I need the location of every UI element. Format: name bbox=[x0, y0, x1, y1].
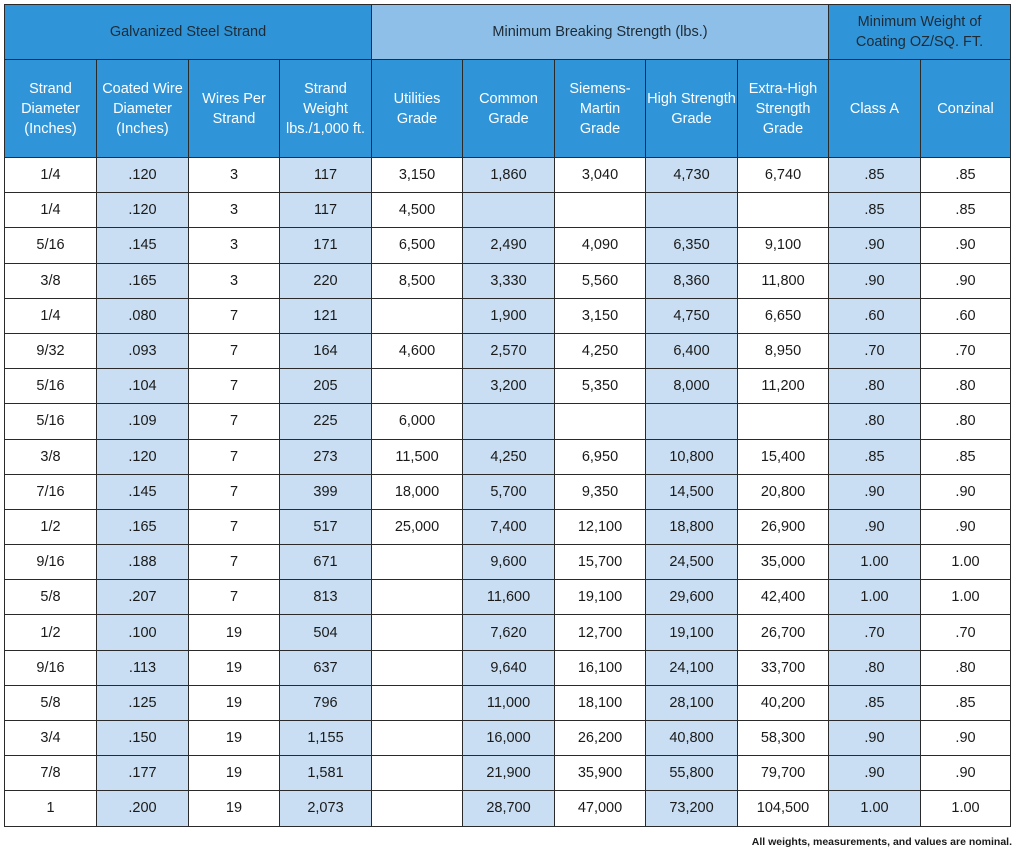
cell-strand-diameter: 3/8 bbox=[5, 263, 97, 298]
cell-siemens-martin-grade: 4,090 bbox=[555, 228, 646, 263]
table-row bbox=[5, 158, 1011, 193]
cell-strand-diameter: 1/2 bbox=[5, 509, 97, 544]
cell-high-strength-grade: 18,800 bbox=[646, 509, 738, 544]
cell-wires-per-strand: 3 bbox=[189, 263, 280, 298]
cell-common-grade: 2,570 bbox=[463, 333, 555, 368]
cell-coated-wire-diameter: .104 bbox=[97, 369, 189, 404]
cell-wires-per-strand: 7 bbox=[189, 545, 280, 580]
cell-class-a: 1.00 bbox=[829, 580, 921, 615]
cell-class-a: .85 bbox=[829, 685, 921, 720]
cell-extra-high-strength-grade: 6,650 bbox=[738, 298, 829, 333]
cell-strand-diameter: 5/8 bbox=[5, 580, 97, 615]
cell-high-strength-grade: 4,750 bbox=[646, 298, 738, 333]
cell-class-a: 1.00 bbox=[829, 545, 921, 580]
cell-siemens-martin-grade: 5,560 bbox=[555, 263, 646, 298]
cell-class-a: .80 bbox=[829, 369, 921, 404]
cell-high-strength-grade bbox=[646, 404, 738, 439]
cell-high-strength-grade: 4,730 bbox=[646, 158, 738, 193]
cell-strand-diameter: 1/2 bbox=[5, 615, 97, 650]
column-header-strand-weight bbox=[280, 60, 372, 158]
cell-conzinal: 1.00 bbox=[921, 791, 1011, 826]
cell-common-grade: 7,400 bbox=[463, 509, 555, 544]
cell-wires-per-strand: 19 bbox=[189, 791, 280, 826]
table-row bbox=[5, 650, 1011, 685]
cell-coated-wire-diameter: .120 bbox=[97, 158, 189, 193]
column-header-extra-high-strength-grade bbox=[738, 60, 829, 158]
cell-conzinal: .90 bbox=[921, 721, 1011, 756]
cell-strand-weight: 205 bbox=[280, 369, 372, 404]
cell-class-a: .90 bbox=[829, 721, 921, 756]
cell-coated-wire-diameter: .207 bbox=[97, 580, 189, 615]
cell-siemens-martin-grade: 47,000 bbox=[555, 791, 646, 826]
cell-strand-weight: 1,581 bbox=[280, 756, 372, 791]
cell-strand-diameter: 9/16 bbox=[5, 650, 97, 685]
cell-conzinal: .90 bbox=[921, 228, 1011, 263]
table-row bbox=[5, 263, 1011, 298]
column-header-class-a bbox=[829, 60, 921, 158]
cell-utilities-grade: 4,500 bbox=[372, 193, 463, 228]
column-header-label: Coated Wire Diameter (Inches) bbox=[102, 80, 183, 137]
cell-conzinal: .90 bbox=[921, 509, 1011, 544]
cell-high-strength-grade: 24,500 bbox=[646, 545, 738, 580]
cell-strand-weight: 273 bbox=[280, 439, 372, 474]
cell-utilities-grade: 25,000 bbox=[372, 509, 463, 544]
cell-coated-wire-diameter: .113 bbox=[97, 650, 189, 685]
cell-strand-weight: 117 bbox=[280, 158, 372, 193]
cell-high-strength-grade: 6,350 bbox=[646, 228, 738, 263]
cell-extra-high-strength-grade: 26,700 bbox=[738, 615, 829, 650]
cell-siemens-martin-grade bbox=[555, 404, 646, 439]
cell-coated-wire-diameter: .165 bbox=[97, 263, 189, 298]
cell-strand-diameter: 3/4 bbox=[5, 721, 97, 756]
cell-strand-diameter: 5/16 bbox=[5, 404, 97, 439]
cell-conzinal: 1.00 bbox=[921, 580, 1011, 615]
cell-siemens-martin-grade: 15,700 bbox=[555, 545, 646, 580]
cell-common-grade: 3,200 bbox=[463, 369, 555, 404]
cell-extra-high-strength-grade: 33,700 bbox=[738, 650, 829, 685]
cell-siemens-martin-grade: 26,200 bbox=[555, 721, 646, 756]
cell-common-grade: 28,700 bbox=[463, 791, 555, 826]
cell-extra-high-strength-grade: 58,300 bbox=[738, 721, 829, 756]
table-row bbox=[5, 545, 1011, 580]
cell-class-a: .80 bbox=[829, 650, 921, 685]
table-row bbox=[5, 756, 1011, 791]
cell-extra-high-strength-grade: 6,740 bbox=[738, 158, 829, 193]
cell-extra-high-strength-grade: 42,400 bbox=[738, 580, 829, 615]
cell-strand-diameter: 9/16 bbox=[5, 545, 97, 580]
cell-conzinal: .85 bbox=[921, 685, 1011, 720]
cell-common-grade: 21,900 bbox=[463, 756, 555, 791]
table-row bbox=[5, 404, 1011, 439]
cell-siemens-martin-grade: 12,700 bbox=[555, 615, 646, 650]
cell-wires-per-strand: 7 bbox=[189, 509, 280, 544]
cell-utilities-grade bbox=[372, 685, 463, 720]
cell-utilities-grade: 6,000 bbox=[372, 404, 463, 439]
cell-extra-high-strength-grade: 26,900 bbox=[738, 509, 829, 544]
column-header-label: Strand Diameter (Inches) bbox=[21, 80, 80, 137]
table-row bbox=[5, 228, 1011, 263]
group-header-minimum-breaking-strength: Minimum Breaking Strength (lbs.) bbox=[372, 5, 829, 60]
cell-common-grade bbox=[463, 193, 555, 228]
cell-high-strength-grade: 24,100 bbox=[646, 650, 738, 685]
cell-siemens-martin-grade: 3,040 bbox=[555, 158, 646, 193]
cell-wires-per-strand: 19 bbox=[189, 615, 280, 650]
group-header-minimum-coating-weight bbox=[829, 5, 1011, 60]
cell-class-a: .90 bbox=[829, 756, 921, 791]
cell-wires-per-strand: 7 bbox=[189, 369, 280, 404]
table-row bbox=[5, 580, 1011, 615]
cell-strand-weight: 2,073 bbox=[280, 791, 372, 826]
cell-common-grade: 5,700 bbox=[463, 474, 555, 509]
footnote: All weights, measurements, and values are nominal. bbox=[751, 836, 1012, 848]
cell-siemens-martin-grade: 4,250 bbox=[555, 333, 646, 368]
table-body bbox=[5, 158, 1011, 827]
cell-coated-wire-diameter: .188 bbox=[97, 545, 189, 580]
table-row bbox=[5, 333, 1011, 368]
cell-high-strength-grade: 8,000 bbox=[646, 369, 738, 404]
cell-high-strength-grade: 29,600 bbox=[646, 580, 738, 615]
cell-conzinal: .60 bbox=[921, 298, 1011, 333]
cell-class-a: .90 bbox=[829, 228, 921, 263]
column-header-strand-diameter bbox=[5, 60, 97, 158]
cell-siemens-martin-grade: 9,350 bbox=[555, 474, 646, 509]
cell-wires-per-strand: 7 bbox=[189, 474, 280, 509]
cell-class-a: .70 bbox=[829, 333, 921, 368]
cell-strand-diameter: 1/4 bbox=[5, 193, 97, 228]
column-header-coated-wire-diameter bbox=[97, 60, 189, 158]
cell-strand-weight: 504 bbox=[280, 615, 372, 650]
cell-class-a: .90 bbox=[829, 474, 921, 509]
column-header-utilities-grade bbox=[372, 60, 463, 158]
cell-coated-wire-diameter: .177 bbox=[97, 756, 189, 791]
cell-strand-diameter: 1/4 bbox=[5, 298, 97, 333]
cell-wires-per-strand: 19 bbox=[189, 650, 280, 685]
cell-strand-weight: 1,155 bbox=[280, 721, 372, 756]
cell-extra-high-strength-grade: 11,200 bbox=[738, 369, 829, 404]
cell-extra-high-strength-grade bbox=[738, 404, 829, 439]
cell-wires-per-strand: 19 bbox=[189, 721, 280, 756]
cell-class-a: .60 bbox=[829, 298, 921, 333]
cell-utilities-grade bbox=[372, 545, 463, 580]
strand-spec-table bbox=[4, 4, 1011, 827]
cell-wires-per-strand: 7 bbox=[189, 580, 280, 615]
cell-extra-high-strength-grade: 104,500 bbox=[738, 791, 829, 826]
cell-strand-weight: 671 bbox=[280, 545, 372, 580]
cell-strand-diameter: 9/32 bbox=[5, 333, 97, 368]
cell-class-a: .90 bbox=[829, 263, 921, 298]
cell-conzinal: .70 bbox=[921, 333, 1011, 368]
cell-wires-per-strand: 7 bbox=[189, 298, 280, 333]
cell-common-grade bbox=[463, 404, 555, 439]
group-header-galvanized-steel-strand: Galvanized Steel Strand bbox=[5, 5, 372, 60]
table-row bbox=[5, 509, 1011, 544]
cell-strand-diameter: 5/16 bbox=[5, 228, 97, 263]
cell-utilities-grade: 4,600 bbox=[372, 333, 463, 368]
cell-utilities-grade bbox=[372, 650, 463, 685]
table-row bbox=[5, 298, 1011, 333]
cell-class-a: .85 bbox=[829, 193, 921, 228]
cell-conzinal: .85 bbox=[921, 439, 1011, 474]
table-row bbox=[5, 721, 1011, 756]
cell-coated-wire-diameter: .120 bbox=[97, 193, 189, 228]
table-row bbox=[5, 369, 1011, 404]
cell-common-grade: 1,900 bbox=[463, 298, 555, 333]
cell-common-grade: 7,620 bbox=[463, 615, 555, 650]
cell-class-a: .85 bbox=[829, 158, 921, 193]
cell-common-grade: 9,600 bbox=[463, 545, 555, 580]
cell-class-a: .85 bbox=[829, 439, 921, 474]
cell-utilities-grade bbox=[372, 298, 463, 333]
column-header-label: Conzinal bbox=[937, 100, 994, 117]
cell-wires-per-strand: 7 bbox=[189, 404, 280, 439]
cell-conzinal: .80 bbox=[921, 404, 1011, 439]
cell-high-strength-grade: 73,200 bbox=[646, 791, 738, 826]
cell-common-grade: 9,640 bbox=[463, 650, 555, 685]
cell-wires-per-strand: 3 bbox=[189, 158, 280, 193]
cell-strand-weight: 796 bbox=[280, 685, 372, 720]
cell-high-strength-grade: 55,800 bbox=[646, 756, 738, 791]
cell-strand-diameter: 1 bbox=[5, 791, 97, 826]
cell-common-grade: 4,250 bbox=[463, 439, 555, 474]
column-header-label: Utilities Grade bbox=[393, 90, 441, 127]
cell-common-grade: 3,330 bbox=[463, 263, 555, 298]
cell-siemens-martin-grade: 12,100 bbox=[555, 509, 646, 544]
cell-common-grade: 11,000 bbox=[463, 685, 555, 720]
column-header-label: Siemens- Martin Grade bbox=[569, 80, 631, 137]
cell-strand-weight: 399 bbox=[280, 474, 372, 509]
cell-coated-wire-diameter: .125 bbox=[97, 685, 189, 720]
cell-strand-weight: 164 bbox=[280, 333, 372, 368]
cell-utilities-grade bbox=[372, 721, 463, 756]
cell-high-strength-grade bbox=[646, 193, 738, 228]
cell-wires-per-strand: 19 bbox=[189, 756, 280, 791]
cell-strand-diameter: 5/16 bbox=[5, 369, 97, 404]
column-header-common-grade bbox=[463, 60, 555, 158]
cell-utilities-grade bbox=[372, 791, 463, 826]
cell-strand-diameter: 5/8 bbox=[5, 685, 97, 720]
cell-extra-high-strength-grade: 8,950 bbox=[738, 333, 829, 368]
cell-high-strength-grade: 6,400 bbox=[646, 333, 738, 368]
cell-high-strength-grade: 10,800 bbox=[646, 439, 738, 474]
column-header-high-strength-grade bbox=[646, 60, 738, 158]
cell-wires-per-strand: 3 bbox=[189, 193, 280, 228]
cell-strand-weight: 637 bbox=[280, 650, 372, 685]
group-header-row bbox=[5, 5, 1011, 60]
cell-siemens-martin-grade: 19,100 bbox=[555, 580, 646, 615]
cell-strand-weight: 220 bbox=[280, 263, 372, 298]
cell-strand-weight: 517 bbox=[280, 509, 372, 544]
cell-strand-weight: 171 bbox=[280, 228, 372, 263]
table-row bbox=[5, 474, 1011, 509]
cell-conzinal: .85 bbox=[921, 193, 1011, 228]
table-row bbox=[5, 193, 1011, 228]
cell-class-a: .90 bbox=[829, 509, 921, 544]
table-row bbox=[5, 439, 1011, 474]
cell-common-grade: 16,000 bbox=[463, 721, 555, 756]
cell-conzinal: .70 bbox=[921, 615, 1011, 650]
cell-utilities-grade bbox=[372, 369, 463, 404]
table-row bbox=[5, 791, 1011, 826]
cell-strand-weight: 225 bbox=[280, 404, 372, 439]
cell-utilities-grade bbox=[372, 756, 463, 791]
cell-extra-high-strength-grade: 40,200 bbox=[738, 685, 829, 720]
table-row bbox=[5, 615, 1011, 650]
cell-strand-diameter: 7/16 bbox=[5, 474, 97, 509]
column-header-label: Strand Weight lbs./1,000 ft. bbox=[286, 80, 365, 137]
column-header-label: Class A bbox=[849, 100, 900, 117]
column-header-row bbox=[5, 60, 1011, 158]
cell-coated-wire-diameter: .120 bbox=[97, 439, 189, 474]
column-header-wires-per-strand bbox=[189, 60, 280, 158]
cell-extra-high-strength-grade bbox=[738, 193, 829, 228]
cell-extra-high-strength-grade: 20,800 bbox=[738, 474, 829, 509]
strand-spec-table-container bbox=[4, 4, 1010, 827]
table-row bbox=[5, 685, 1011, 720]
column-header-label: Extra-High Strength Grade bbox=[748, 80, 818, 137]
cell-coated-wire-diameter: .093 bbox=[97, 333, 189, 368]
cell-strand-weight: 117 bbox=[280, 193, 372, 228]
cell-coated-wire-diameter: .165 bbox=[97, 509, 189, 544]
cell-siemens-martin-grade: 5,350 bbox=[555, 369, 646, 404]
cell-class-a: 1.00 bbox=[829, 791, 921, 826]
cell-conzinal: .90 bbox=[921, 756, 1011, 791]
cell-utilities-grade: 11,500 bbox=[372, 439, 463, 474]
cell-siemens-martin-grade: 6,950 bbox=[555, 439, 646, 474]
cell-extra-high-strength-grade: 35,000 bbox=[738, 545, 829, 580]
cell-wires-per-strand: 19 bbox=[189, 685, 280, 720]
cell-common-grade: 1,860 bbox=[463, 158, 555, 193]
cell-high-strength-grade: 8,360 bbox=[646, 263, 738, 298]
cell-utilities-grade: 8,500 bbox=[372, 263, 463, 298]
cell-utilities-grade: 18,000 bbox=[372, 474, 463, 509]
cell-extra-high-strength-grade: 79,700 bbox=[738, 756, 829, 791]
cell-conzinal: .90 bbox=[921, 263, 1011, 298]
cell-siemens-martin-grade: 18,100 bbox=[555, 685, 646, 720]
cell-utilities-grade bbox=[372, 615, 463, 650]
cell-wires-per-strand: 3 bbox=[189, 228, 280, 263]
cell-utilities-grade bbox=[372, 580, 463, 615]
cell-conzinal: .90 bbox=[921, 474, 1011, 509]
cell-utilities-grade: 6,500 bbox=[372, 228, 463, 263]
column-header-label: High Strength Grade bbox=[647, 90, 736, 127]
cell-coated-wire-diameter: .200 bbox=[97, 791, 189, 826]
cell-coated-wire-diameter: .145 bbox=[97, 228, 189, 263]
cell-siemens-martin-grade: 35,900 bbox=[555, 756, 646, 791]
cell-conzinal: .85 bbox=[921, 158, 1011, 193]
cell-wires-per-strand: 7 bbox=[189, 333, 280, 368]
cell-high-strength-grade: 19,100 bbox=[646, 615, 738, 650]
cell-strand-weight: 813 bbox=[280, 580, 372, 615]
cell-common-grade: 2,490 bbox=[463, 228, 555, 263]
cell-strand-weight: 121 bbox=[280, 298, 372, 333]
cell-extra-high-strength-grade: 9,100 bbox=[738, 228, 829, 263]
cell-siemens-martin-grade: 16,100 bbox=[555, 650, 646, 685]
cell-strand-diameter: 7/8 bbox=[5, 756, 97, 791]
cell-conzinal: 1.00 bbox=[921, 545, 1011, 580]
cell-high-strength-grade: 28,100 bbox=[646, 685, 738, 720]
cell-siemens-martin-grade bbox=[555, 193, 646, 228]
cell-coated-wire-diameter: .080 bbox=[97, 298, 189, 333]
cell-wires-per-strand: 7 bbox=[189, 439, 280, 474]
cell-class-a: .80 bbox=[829, 404, 921, 439]
column-header-siemens-martin-grade bbox=[555, 60, 646, 158]
cell-coated-wire-diameter: .109 bbox=[97, 404, 189, 439]
cell-extra-high-strength-grade: 11,800 bbox=[738, 263, 829, 298]
cell-high-strength-grade: 14,500 bbox=[646, 474, 738, 509]
cell-conzinal: .80 bbox=[921, 369, 1011, 404]
cell-high-strength-grade: 40,800 bbox=[646, 721, 738, 756]
column-header-label: Wires Per Strand bbox=[202, 90, 266, 127]
cell-class-a: .70 bbox=[829, 615, 921, 650]
cell-extra-high-strength-grade: 15,400 bbox=[738, 439, 829, 474]
cell-utilities-grade: 3,150 bbox=[372, 158, 463, 193]
cell-common-grade: 11,600 bbox=[463, 580, 555, 615]
cell-coated-wire-diameter: .100 bbox=[97, 615, 189, 650]
cell-coated-wire-diameter: .150 bbox=[97, 721, 189, 756]
cell-conzinal: .80 bbox=[921, 650, 1011, 685]
column-header-label: Common Grade bbox=[479, 90, 538, 127]
cell-strand-diameter: 3/8 bbox=[5, 439, 97, 474]
cell-strand-diameter: 1/4 bbox=[5, 158, 97, 193]
cell-coated-wire-diameter: .145 bbox=[97, 474, 189, 509]
column-header-conzinal bbox=[921, 60, 1011, 158]
cell-siemens-martin-grade: 3,150 bbox=[555, 298, 646, 333]
group-header-coating-label: Minimum Weight of Coating OZ/SQ. FT. bbox=[855, 14, 984, 50]
